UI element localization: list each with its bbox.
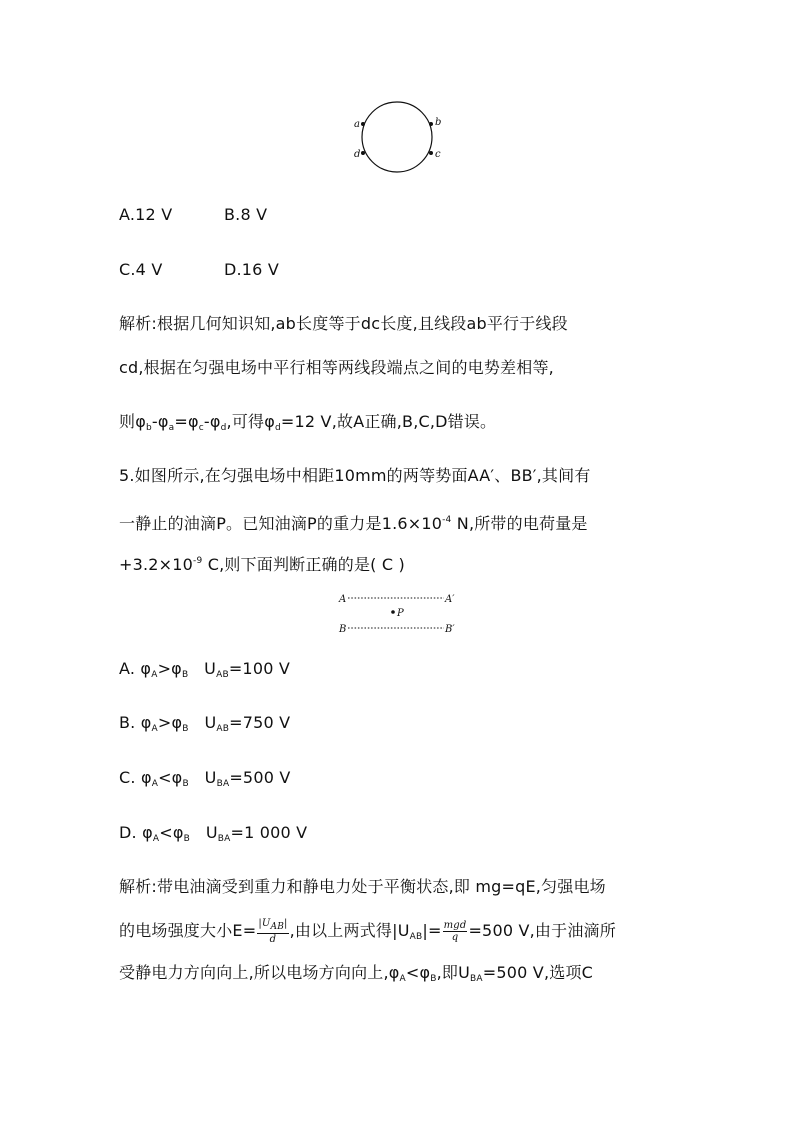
label-B-prime: B′ [445,624,455,635]
q5-stem-line2: 一静止的油滴P。已知油滴P的重力是$1.6\times 10^{-4}$ N,所带的电荷量是 [119,514,588,533]
q4-analysis-line1: 解析:根据几何知识知,ab长度等于dc长度,且线段ab平行于线段 [119,314,568,333]
label-a: a [354,119,360,130]
point-d [361,151,365,155]
point-a [361,122,365,126]
q5-stem-line3: $+3.2\times 10^{-9}$ C,则下面判断正确的是( C ) [119,555,405,574]
fraction-e: $\frac{|U_{AB}|}{d}$ [258,918,288,945]
oil-drop-point [391,610,395,614]
q5-stem-line1: 5.如图所示,在匀强电场中相距10mm的两等势面AA′、BB′,其间有 [119,466,591,485]
q5-analysis-line3: 受静电力方向向上,所以电场方向向上$,\varphi_A<\varphi_B$,即$U_{BA}=500$ V,选项C [119,963,594,984]
label-A-prime: A′ [445,594,455,605]
label-b: b [435,117,442,128]
circle-figure [345,96,450,176]
label-P: P [397,608,404,619]
q5-analysis-line1: 解析:带电油滴受到重力和静电力处于平衡状态,即 mg=qE,匀强电场 [119,877,606,896]
q4-option-d: D.16 V [224,260,279,279]
q4-option-a: A.12 V [119,205,173,224]
q5-option-b: B. $\varphi_A>\varphi_B$ $U_{AB}=750$ V [119,713,291,734]
q5-option-c: C. $\varphi_A<\varphi_B$ $U_{BA}=500$ V [119,768,291,789]
q4-analysis-line2: cd,根据在匀强电场中平行相等两线段端点之间的电势差相等, [119,358,554,377]
q5-option-d: D. $\varphi_A<\varphi_B$ $U_{BA}=1$ 000 V [119,823,308,844]
q4-options-row2 [119,260,279,280]
q5-analysis-line2: 的电场强度大小E= $\frac{|U_{AB}|}{d}$ ,由以上两式得$|U_{AB}|=$ $\frac{\text{mgd}}{q}$ =500 V,由于油滴所 [119,918,616,945]
fraction-u: $\frac{\text{mgd}}{q}$ [443,920,467,943]
circle-outline [362,102,432,172]
q5-option-a: A. $\varphi_A>\varphi_B$ $U_{AB}=100$ V [119,659,291,680]
label-B: B [339,624,347,635]
equipotential-figure [332,588,462,636]
q4-option-c: C.4 V [119,260,163,279]
q4-analysis-line3: 则$\varphi_b-\varphi_a=\varphi_c-\varphi_d$,可得$\varphi_d=12$ V,故A正确,B,C,D错误。 [119,412,497,433]
q4-options-row1 [119,205,268,225]
label-d: d [354,149,361,160]
point-c [429,151,433,155]
label-c: c [435,149,441,160]
q4-option-b: B.8 V [224,205,268,224]
point-b [429,122,433,126]
label-A: A [339,594,347,605]
